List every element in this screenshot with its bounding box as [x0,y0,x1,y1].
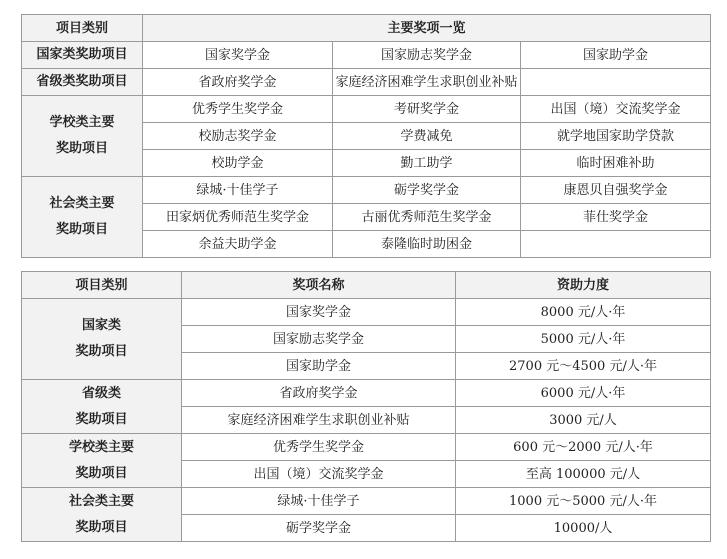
award-name-cell: 学费减免 [333,123,521,150]
award-name-cell [521,231,711,258]
table-header-row [22,15,711,42]
table-row [22,434,711,461]
funding-amount-cell: 6000 元/人·年 [456,380,711,407]
category-header: 项目类别 [22,15,143,42]
award-overview-body [22,15,711,258]
funding-amount-cell: 8000 元/人·年 [456,299,711,326]
award-name-cell: 余益夫助学金 [143,231,333,258]
category-label: 奖助项目 [75,344,128,359]
award-name-cell: 家庭经济困难学生求职创业补贴 [182,407,456,434]
award-name-cell: 优秀学生奖学金 [143,96,333,123]
award-name-cell: 考研奖学金 [333,96,521,123]
funding-amount-cell: 1000 元～5000 元/人·年 [456,488,711,515]
table-row [22,177,711,204]
overview-header: 主要奖项一览 [143,15,711,42]
category-cell [22,96,143,177]
category-label: 省级类 [81,385,121,401]
category-cell [22,488,182,542]
award-name-header: 奖项名称 [182,272,456,299]
category-header: 项目类别 [22,272,182,299]
award-name-cell: 国家奖学金 [182,299,456,326]
funding-amount-cell: 10000/人 [456,515,711,542]
award-amount-body [22,272,711,542]
award-name-cell: 临时困难补助 [521,150,711,177]
category-label: 奖助项目 [75,411,128,427]
category-cell [22,42,143,69]
category-label: 学校类主要 [49,115,115,130]
award-name-cell: 绿城·十佳学子 [182,488,456,515]
award-overview-table [21,14,711,258]
award-name-cell: 国家助学金 [182,353,456,380]
award-name-cell: 国家奖学金 [143,42,333,69]
funding-amount-cell: 2700 元～4500 元/人·年 [456,353,711,380]
funding-amount-header: 资助力度 [456,272,711,299]
table-header-row [22,272,711,299]
category-label: 国家类奖助项目 [36,47,128,62]
category-cell [22,177,143,258]
award-name-cell: 省政府奖学金 [182,380,456,407]
table-row [22,299,711,326]
award-name-cell: 优秀学生奖学金 [182,434,456,461]
funding-amount-cell: 5000 元/人·年 [456,326,711,353]
table-row [22,380,711,407]
table-row [22,96,711,123]
award-name-cell: 校励志奖学金 [143,123,333,150]
category-label: 奖助项目 [75,465,128,481]
award-name-cell: 古丽优秀师范生奖学金 [333,204,521,231]
award-amount-table [21,271,711,542]
category-label: 奖助项目 [75,519,128,535]
table-row [22,42,711,69]
award-name-cell: 田家炳优秀师范生奖学金 [143,204,333,231]
funding-amount-cell: 600 元～2000 元/人·年 [456,434,711,461]
category-label: 学校类主要 [68,439,134,455]
table-row [22,488,711,515]
award-name-cell: 就学地国家助学贷款 [521,123,711,150]
category-label: 社会类主要 [49,196,115,211]
award-name-cell: 家庭经济困难学生求职创业补贴 [333,69,521,96]
category-label: 奖助项目 [55,222,108,237]
award-name-cell: 康恩贝自强奖学金 [521,177,711,204]
award-name-cell [521,69,711,96]
award-name-cell: 出国（境）交流奖学金 [182,461,456,488]
funding-amount-cell: 3000 元/人 [456,407,711,434]
award-name-cell: 砺学奖学金 [182,515,456,542]
category-cell [22,299,182,380]
award-name-cell: 校助学金 [143,150,333,177]
category-label: 奖助项目 [55,141,108,156]
category-cell [22,434,182,488]
award-name-cell: 砺学奖学金 [333,177,521,204]
category-cell [22,69,143,96]
award-name-cell: 国家助学金 [521,42,711,69]
award-name-cell: 出国（境）交流奖学金 [521,96,711,123]
award-name-cell: 菲仕奖学金 [521,204,711,231]
category-label: 社会类主要 [68,493,134,509]
category-label: 国家类 [81,318,121,333]
category-label: 省级类奖助项目 [36,74,128,89]
table-row [22,69,711,96]
award-name-cell: 泰隆临时助困金 [333,231,521,258]
category-cell [22,380,182,434]
award-name-cell: 国家励志奖学金 [182,326,456,353]
award-name-cell: 国家励志奖学金 [333,42,521,69]
award-name-cell: 绿城·十佳学子 [143,177,333,204]
funding-amount-cell: 至高 100000 元/人 [456,461,711,488]
award-name-cell: 省政府奖学金 [143,69,333,96]
award-name-cell: 勤工助学 [333,150,521,177]
